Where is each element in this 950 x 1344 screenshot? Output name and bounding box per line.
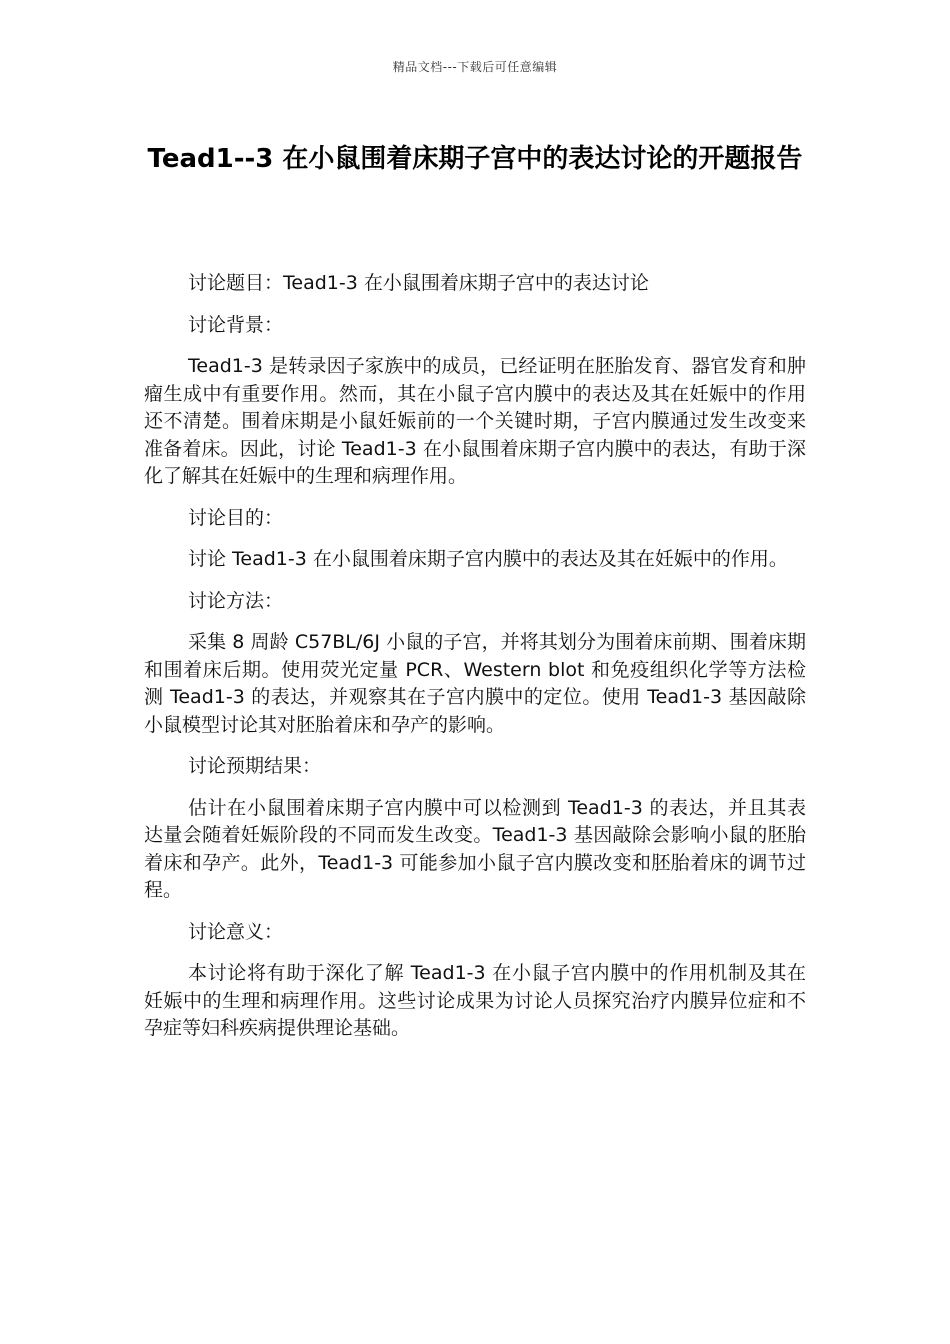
expected-results-heading: 讨论预期结果： [188,755,322,777]
significance-paragraph: 本讨论将有助于深化了解 Tead1-3 在小鼠子宫内膜中的作用机制及其在妊娠中的生理和病理作用。这些讨论成果为讨论人员探究治疗内膜异位症和不孕症等妇科疾病提供理论基础。 [144,962,806,1039]
document-body [144,270,806,1057]
purpose-paragraph: 讨论 Tead1-3 在小鼠围着床期子宫内膜中的表达及其在妊娠中的作用。 [188,548,788,570]
header-note: 精品文档---下载后可任意编辑 [392,60,558,74]
topic-line: 讨论题目：Tead1-3 在小鼠围着床期子宫中的表达讨论 [188,272,649,294]
purpose-heading: 讨论目的： [188,506,284,529]
significance-heading: 讨论意义： [188,920,284,943]
document-title: Tead1--3 在小鼠围着床期子宫中的表达讨论的开题报告 [147,144,803,174]
background-heading: 讨论背景： [188,313,284,336]
background-paragraph: Tead1-3 是转录因子家族中的成员，已经证明在胚胎发育、器官发育和肿瘤生成中有重要作用。然而，其在小鼠子宫内膜中的表达及其在妊娠中的作用还不清楚。围着床期是小鼠妊娠前的一个关键时期，子宫内膜通过发生改变来准备着床。因此，讨论 Tead1-3 在小鼠围着床期子宫内膜中的表达，有助于深化了解其在妊娠中的生理和病理作用。 [144,355,806,487]
expected-results-paragraph: 估计在小鼠围着床期子宫内膜中可以检测到 Tead1-3 的表达，并且其表达量会随着妊娠阶段的不同而发生改变。Tead1-3 基因敲除会影响小鼠的胚胎着床和孕产。此外，Tead1-3 可能参加小鼠子宫内膜改变和胚胎着床的调节过程。 [144,796,806,901]
method-paragraph: 采集 8 周龄 C57BL/6J 小鼠的子宫，并将其划分为围着床前期、围着床期和围着床后期。使用荧光定量 PCR、Western blot 和免疫组织化学等方法检测 Tead1-3 的表达，并观察其在子宫内膜中的定位。使用 Tead1-3 基因敲除小鼠模型讨论其对胚胎着床和孕产的影响。 [144,631,806,736]
method-heading: 讨论方法： [188,589,284,612]
